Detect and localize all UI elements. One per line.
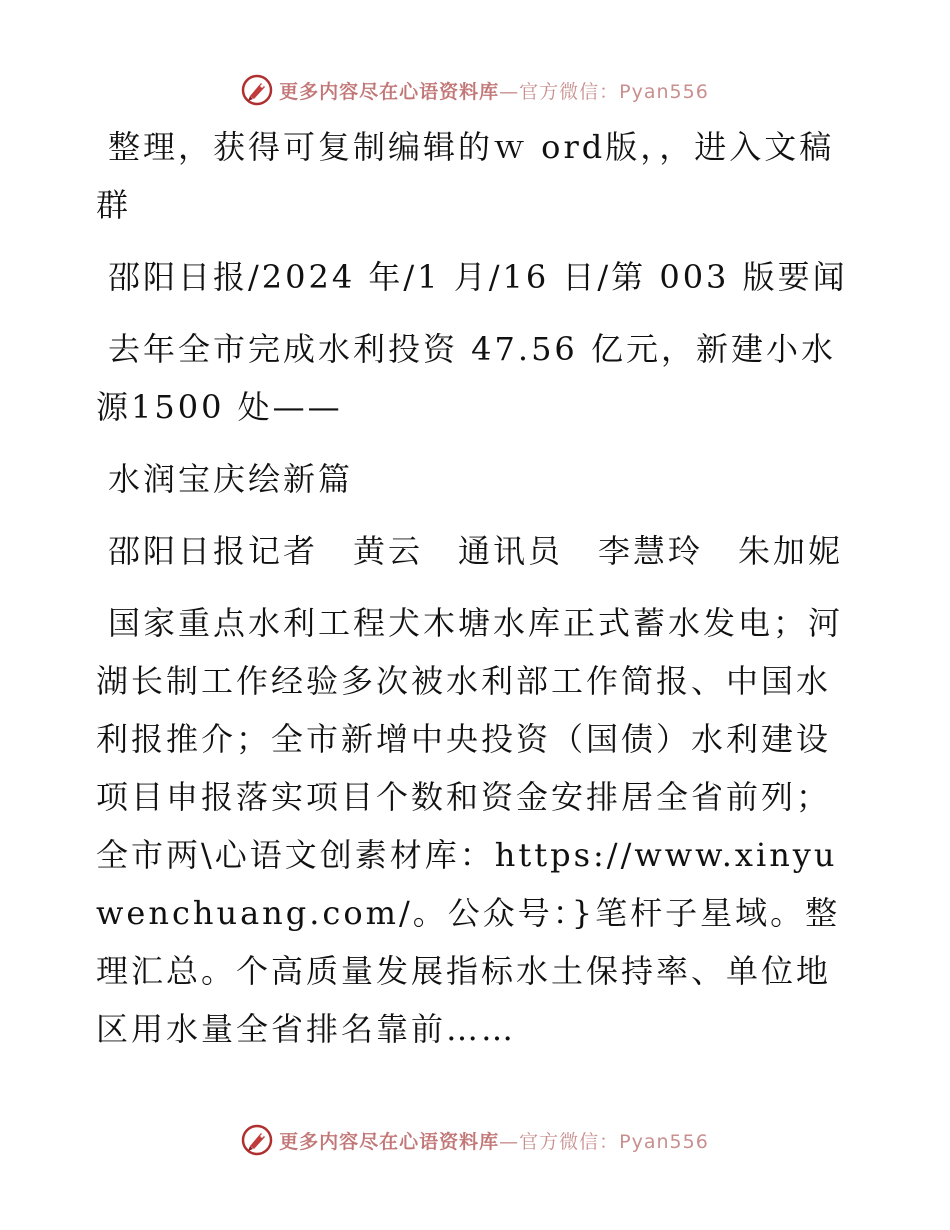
- footer-banner: [0, 1120, 950, 1160]
- body-paragraph: 国家重点水利工程犬木塘水库正式蓄水发电；河湖长制工作经验多次被水利部工作简报、中国水利报推介；全市新增中央投资（国债）水利建设项目申报落实项目个数和资金安排居全省前列；全市两\心语文创素材库：https://www.xinyuwenchuang.com/。公众号：}笔杆子星域。整理汇总。个高质量发展指标水土保持率、单位地区用水量全省排名靠前……: [96, 604, 844, 1048]
- intro-paragraph: 整理，获得可复制编辑的ｗ ord版，，进入文稿群: [96, 128, 835, 224]
- banner-text: [279, 1127, 709, 1154]
- header-banner: [0, 70, 950, 110]
- subheadline: 去年全市完成水利投资 47.56 亿元，新建小水源1500 处——: [96, 330, 836, 426]
- banner-brand: 更多内容尽在心语资料库: [279, 80, 500, 103]
- headline: 水润宝庆绘新篇: [108, 460, 354, 498]
- byline: 邵阳日报记者 黄云 通讯员 李慧玲 朱加妮: [108, 532, 844, 570]
- banner-brand: 更多内容尽在心语资料库: [279, 1130, 500, 1153]
- source-line: 邵阳日报/2024 年/1 月/16 日/第 003 版要闻: [108, 258, 848, 296]
- banner-suffix: —官方微信：Pyan556: [499, 80, 709, 103]
- pen-nib-logo-icon: [241, 1124, 273, 1156]
- banner-suffix: —官方微信：Pyan556: [499, 1130, 709, 1153]
- document-body: [96, 118, 856, 1072]
- banner-text: [279, 77, 709, 104]
- pen-nib-logo-icon: [241, 74, 273, 106]
